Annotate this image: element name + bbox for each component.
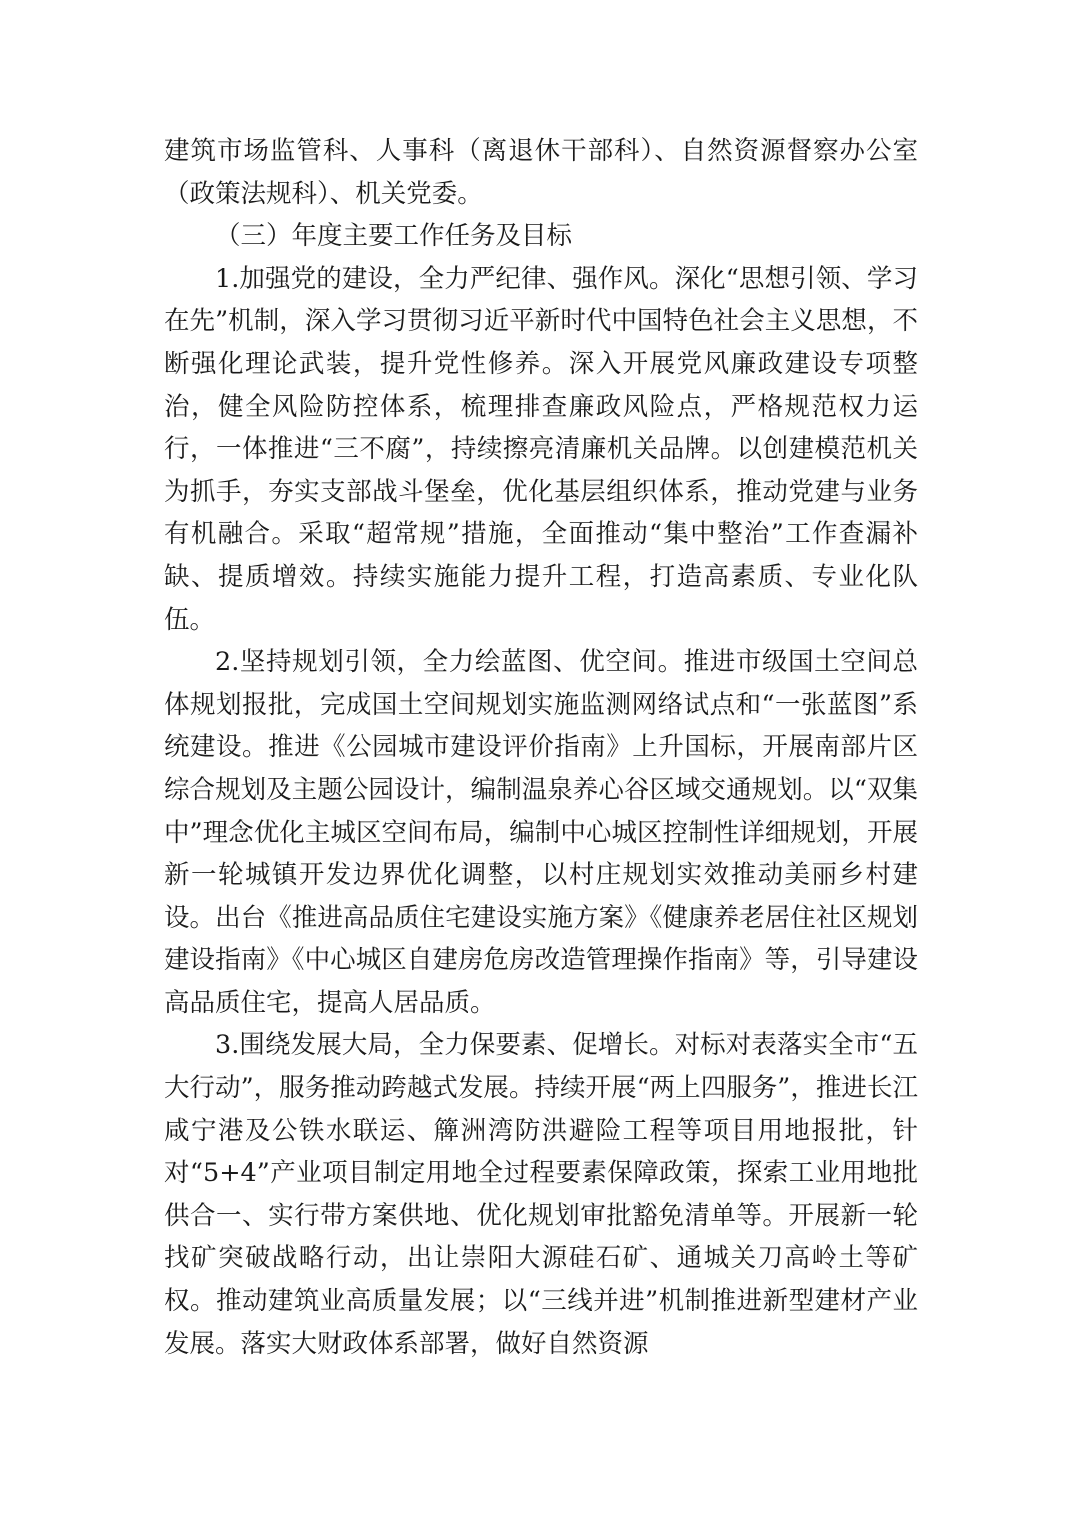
section-heading: （三）年度主要工作任务及目标 bbox=[215, 221, 573, 252]
paragraph-task-3: 3.围绕发展大局，全力保要素、促增长。对标对表落实全市“五大行动”，服务推动跨越式发展。持续开展“两上四服务”，推进长江咸宁港及公铁水联运、簰洲湾防洪避险工程等项目用地报批，针对“5+4”产业项目制定用地全过程要素保障政策，探索工业用地批供合一、实行带方案供地、优化规划审批豁免清单等。开展新一轮找矿突破战略行动，出让崇阳大源硅石矿、通城关刀高岭土等矿权。推动建筑业高质量发展；以“三线并进”机制推进新型建材产业发展。落实大财政体系部署，做好自然资源 bbox=[164, 1030, 918, 1359]
paragraph-continuation: 建筑市场监管科、人事科（离退休干部科）、自然资源督察办公室（政策法规科）、机关党委。 bbox=[164, 136, 918, 209]
paragraph-task-1: 1.加强党的建设，全力严纪律、强作风。深化“思想引领、学习在先”机制，深入学习贯彻习近平新时代中国特色社会主义思想，不断强化理论武装，提升党性修养。深入开展党风廉政建设专项整治，健全风险防控体系，梳理排查廉政风险点，严格规范权力运行，一体推进“三不腐”，持续擦亮清廉机关品牌。以创建模范机关为抓手，夯实支部战斗堡垒，优化基层组织体系，推动党建与业务有机融合。采取“超常规”措施，全面推动“集中整治”工作查漏补缺、提质增效。持续实施能力提升工程，打造高素质、专业化队伍。 bbox=[164, 263, 918, 635]
document-body bbox=[164, 130, 918, 1365]
paragraph-task-2: 2.坚持规划引领，全力绘蓝图、优空间。推进市级国土空间总体规划报批，完成国土空间规划实施监测网络试点和“一张蓝图”系统建设。推进《公园城市建设评价指南》上升国标，开展南部片区综合规划及主题公园设计，编制温泉养心谷区域交通规划。以“双集中”理念优化主城区空间布局，编制中心城区控制性详细规划，开展新一轮城镇开发边界优化调整，以村庄规划实效推动美丽乡村建设。出台《推进高品质住宅建设实施方案》《健康养老居住社区规划建设指南》《中心城区自建房危房改造管理操作指南》等，引导建设高品质住宅，提高人居品质。 bbox=[164, 647, 918, 1018]
